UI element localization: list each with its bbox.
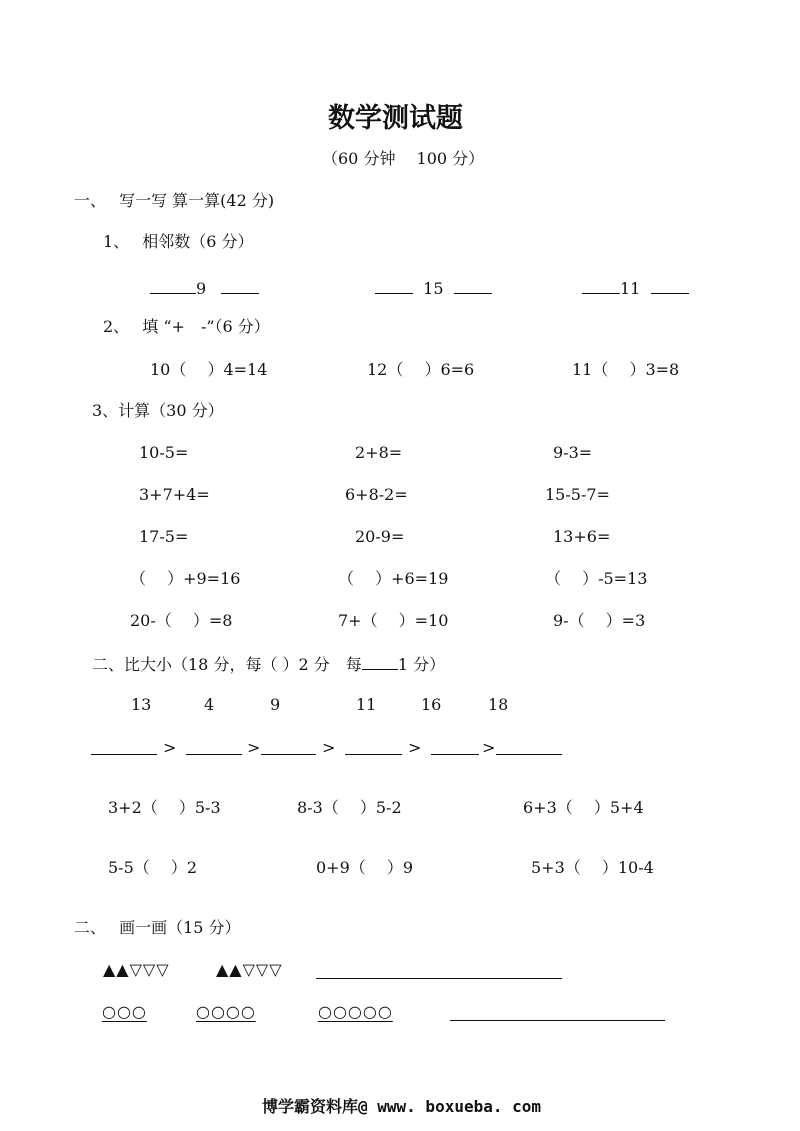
calc-item: 9-3= [553, 443, 593, 462]
calc-item: （ ）-5=13 [545, 569, 648, 588]
triangle-pattern: ▲▲▽▽▽ [216, 960, 283, 979]
order-blank[interactable] [91, 754, 157, 755]
blank[interactable] [150, 278, 196, 294]
q1-heading: 1、 相邻数（6 分） [103, 232, 254, 251]
draw-heading: 二、 画一画（15 分） [74, 918, 241, 937]
compare-item: 3+2（ ）5-3 [108, 798, 221, 817]
draw-answer-line[interactable] [450, 1020, 665, 1021]
section1-heading: 一、 写一写 算一算(42 分) [74, 191, 275, 210]
compare-number: 13 [131, 695, 152, 714]
calc-item: 20-（ ）=8 [130, 611, 233, 630]
q1-item-2: 15 [375, 278, 492, 297]
order-blank[interactable] [261, 754, 316, 755]
compare-number: 4 [204, 695, 215, 714]
compare-item: 5+3（ ）10-4 [531, 858, 654, 877]
blank[interactable] [582, 278, 620, 294]
page-subtitle: （60 分钟 100 分） [322, 149, 485, 168]
calc-item: 7+（ ）=10 [338, 611, 449, 630]
calc-item: 2+8= [355, 443, 403, 462]
calc-item: 9-（ ）=3 [553, 611, 646, 630]
calc-item: 10-5= [139, 443, 189, 462]
calc-item: （ ）+6=19 [338, 569, 449, 588]
draw-answer-line[interactable] [316, 978, 562, 979]
blank[interactable] [221, 278, 259, 294]
q2-item-3: 11（ ）3=8 [572, 360, 680, 379]
circle-group: ○○○○ [196, 1002, 256, 1021]
q1-item-1: 9 [150, 278, 259, 297]
compare-item: 8-3（ ）5-2 [297, 798, 402, 817]
calc-item: 15-5-7= [545, 485, 610, 504]
triangle-pattern: ▲▲▽▽▽ [103, 960, 170, 979]
compare-item: 6+3（ ）5+4 [523, 798, 644, 817]
order-blank[interactable] [431, 754, 479, 755]
calc-item: （ ）+9=16 [130, 569, 241, 588]
q2-heading: 2、 填 “+ -”（6 分） [103, 317, 270, 336]
calc-item: 13+6= [553, 527, 611, 546]
blank[interactable] [651, 278, 689, 294]
compare-number: 16 [421, 695, 442, 714]
calc-item: 6+8-2= [345, 485, 408, 504]
order-blank[interactable] [345, 754, 402, 755]
q1-item-3: 11 [582, 278, 689, 297]
circle-group: ○○○○○ [318, 1002, 393, 1021]
footer-watermark: 博学霸资料库@ www. boxueba. com [262, 1097, 542, 1116]
q2-item-1: 10（ ）4=14 [150, 360, 268, 379]
order-blank[interactable] [496, 754, 562, 755]
gt-sign: > [163, 738, 177, 757]
gt-sign: > [482, 738, 496, 757]
blank[interactable] [454, 278, 492, 294]
gt-sign: > [247, 738, 261, 757]
compare-item: 0+9（ ）9 [316, 858, 414, 877]
gt-sign: > [322, 738, 336, 757]
compare-heading: 二、比大小（18 分，每（ ）2 分 每 1 分） [92, 655, 446, 674]
compare-number: 9 [270, 695, 281, 714]
q2-item-2: 12（ ）6=6 [367, 360, 475, 379]
calc-item: 3+7+4= [139, 485, 210, 504]
blank [362, 654, 398, 670]
order-blank[interactable] [186, 754, 242, 755]
calc-item: 20-9= [355, 527, 405, 546]
calc-item: 17-5= [139, 527, 189, 546]
page-title: 数学测试题 [328, 103, 463, 134]
compare-item: 5-5（ ）2 [108, 858, 198, 877]
blank[interactable] [375, 278, 413, 294]
compare-number: 11 [356, 695, 377, 714]
circle-group: ○○○ [102, 1002, 147, 1021]
q3-heading: 3、计算（30 分） [92, 401, 224, 420]
compare-number: 18 [488, 695, 509, 714]
gt-sign: > [408, 738, 422, 757]
